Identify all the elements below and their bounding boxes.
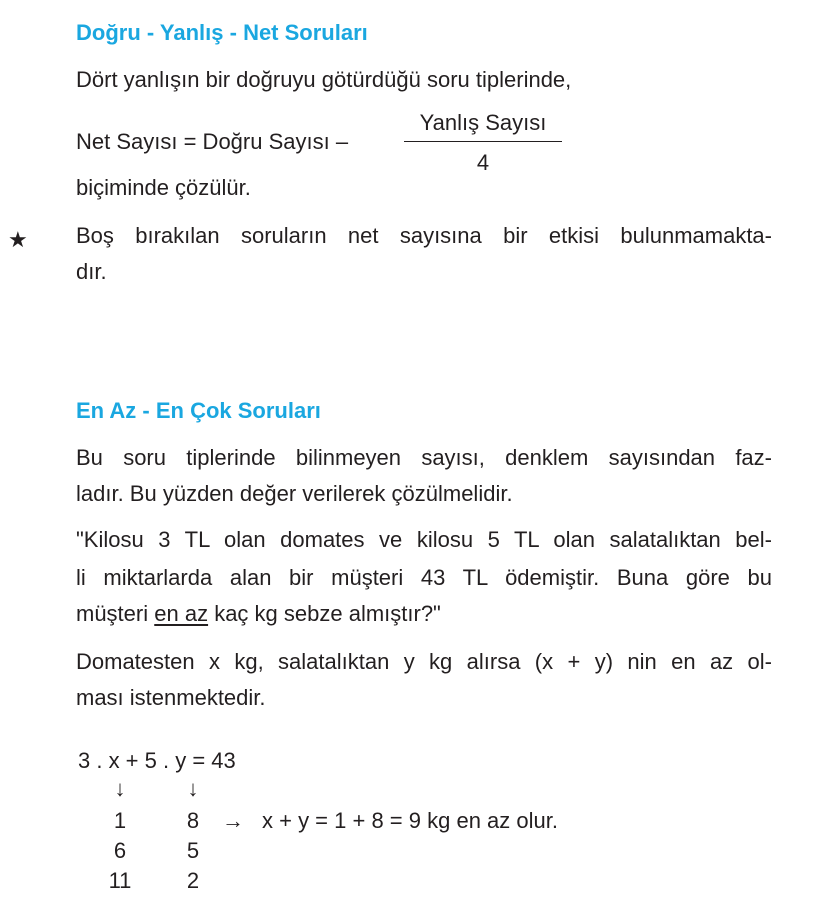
formula-left: Net Sayısı = Doğru Sayısı – [76, 129, 349, 154]
underlined-en-az: en az [154, 601, 209, 626]
fraction-bar [404, 141, 562, 142]
paragraph2-line-1: Domatesten x kg, salatalıktan y kg alırsa (x + y) nin en az ol- [76, 649, 772, 674]
note-line-2: dır. [76, 259, 107, 284]
arrow-down-icon: ↓ [187, 776, 199, 801]
paragraph1-line-2: ladır. Bu yüzden değer verilerek çözülmelidir. [76, 481, 513, 506]
formula-denominator: 4 [476, 150, 490, 175]
star-icon: ★ [8, 227, 28, 252]
note-line-1: Boş bırakılan soruların net sayısına bir etkisi bulunmamakta- [76, 223, 772, 248]
quote-line-2: li miktarlarda alan bir müşteri 43 TL ödemiştir. Buna göre bu [76, 565, 772, 590]
x-value: 1 [113, 808, 127, 833]
intro-text: Dört yanlışın bir doğruyu götürdüğü soru tiplerinde, [76, 67, 572, 92]
x-value: 6 [113, 838, 127, 863]
paragraph2-line-2: ması istenmektedir. [76, 685, 266, 710]
right-arrow-icon: → [222, 808, 244, 833]
paragraph1-line-1: Bu soru tiplerinde bilinmeyen sayısı, denklem sayısından faz- [76, 445, 772, 470]
quote-line-3-pre: müşteri [76, 601, 155, 626]
quote-line-3-post: kaç kg sebze almıştır?" [208, 601, 441, 626]
y-value: 2 [186, 868, 200, 893]
arrow-down-icon: ↓ [114, 776, 126, 801]
quote-line-3 [76, 596, 441, 632]
quote-line-1: "Kilosu 3 TL olan domates ve kilosu 5 TL olan salatalıktan bel- [76, 527, 772, 552]
section-heading-dogru-yanlis: Doğru - Yanlış - Net Soruları [76, 20, 368, 45]
result-text: x + y = 1 + 8 = 9 kg en az olur. [262, 808, 558, 833]
formula-numerator: Yanlış Sayısı [419, 110, 547, 135]
outro-text: biçiminde çözülür. [76, 175, 251, 200]
x-value: 11 [108, 868, 132, 893]
section-heading-en-az-en-cok: En Az - En Çok Soruları [76, 398, 321, 423]
y-value: 8 [186, 808, 200, 833]
y-value: 5 [186, 838, 200, 863]
equation: 3 . x + 5 . y = 43 [78, 748, 236, 773]
